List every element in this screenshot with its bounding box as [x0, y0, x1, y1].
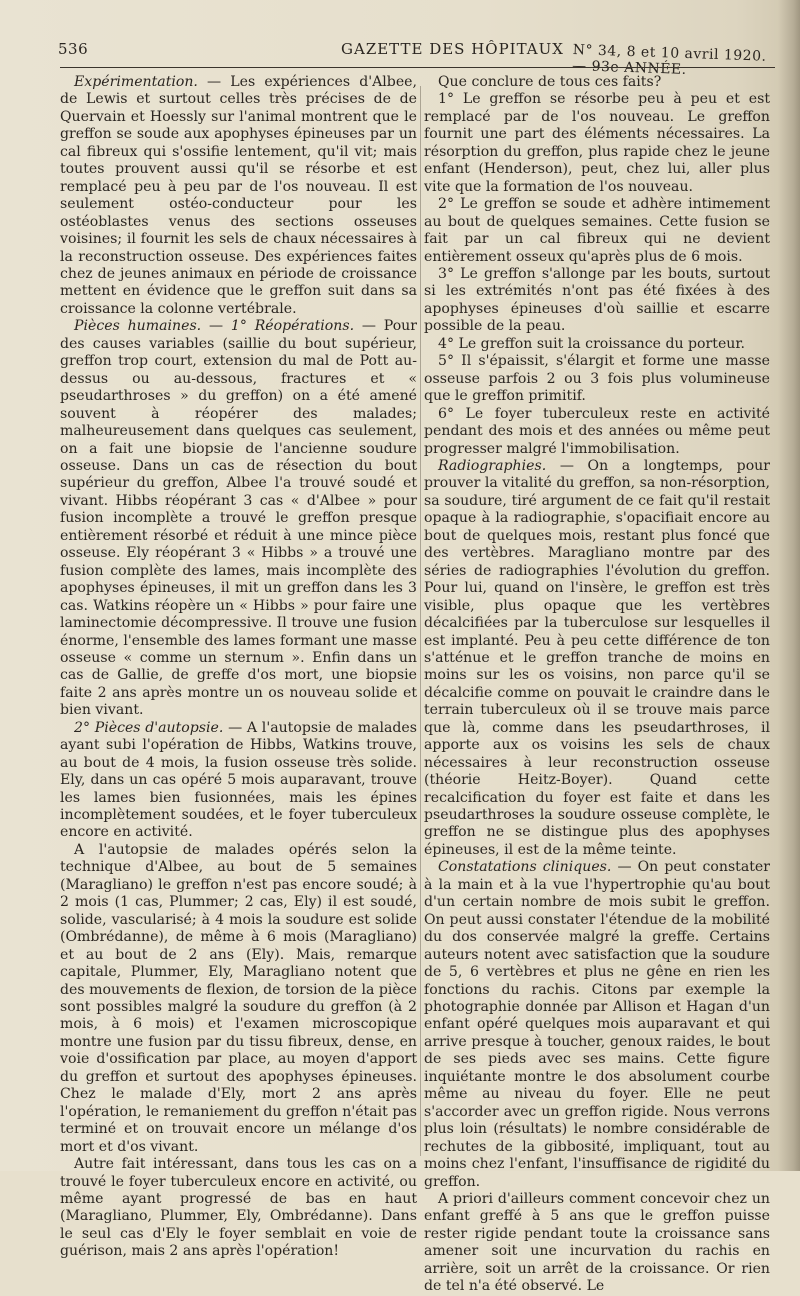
paragraph-albee-autopsie: A l'autopsie de malades opérés selon la technique d'Albee, au bout de 5 semaines (Maragliano) le greffon n'est pas encore soudé; à 2 mois (1 cas, Plummer; 2 cas, Ely) il est soudé, solide, vascularisé; à 4 mois la soudure est solide (Ombrédanne), de même à 6 mois (Maragliano) et au bout de 2 ans (Ely). Mais, remarque capitale, Plummer, Ely, Maragliano notent que des mouvements de flexion, de torsion de la pièce sont possibles malgré la soudure du greffon (à 2 mois, à 6 mois) et l'examen microscopique montre une fusion par du tissu fibreux, dense, en voie d'ossification par place, au moyen d'apport du greffon et surtout des apophyses épineuses. Chez le malade d'Ely, mort 2 ans après l'opération, le remaniement du greffon n'était pas terminé et on trouvait encore un mélange d'os mort et d'os vivant. — [60, 841, 417, 1155]
right-column — [424, 74, 770, 1296]
conclusion-item-4: 4° Le greffon suit la croissance du porteur. — [438, 335, 746, 352]
paragraph-a-priori: A priori d'ailleurs comment concevoir chez un enfant greffé à 5 ans que le greffon puisse rester rigide pendant toute la croissance sans amener soit une incurvation du rachis en arrière, soit un arrêt de la croissance. Or rien de tel n'a été observé. Le — [424, 1191, 770, 1295]
page-number: 536 — [58, 40, 89, 58]
subsection-lead-reoperations: 1° Réopérations. — [230, 318, 355, 335]
paragraph-experimentation — [60, 74, 417, 318]
page-header — [58, 34, 778, 78]
column-divider — [420, 86, 421, 1156]
section-lead-experimentation: Expérimentation. — [74, 74, 198, 90]
paragraph-pieces-humaines: Pièces humaines. — 1° Réopérations. — Pour des causes variables (saillie du bout supérieur, greffon trop court, extension du mal de Pott au-dessus ou au-dessous, fractures et « pseudarthroses » du greffon) on a été amené souvent à réopérer des malades; malheureusement dans quelques cas seulement, on a fait une biopsie de l'ancienne soudure osseuse. Dans un cas de résection du bout supérieur du greffon, Albee l'a trouvé soudé et vivant. Hibbs réopérant 3 cas « d'Albee » pour fusion incomplète a trouvé le greffon presque entièrement résorbé et réduit à une mince pièce osseuse. Ely réopérant 3 « Hibbs » a trouvé une fusion complète des lames, mais incomplète des apophyses épineuses, il mit un greffon dans les 3 cas. Watkins réopère un « Hibbs » pour faire une laminectomie décompressive. Il trouve une fusion énorme, l'ensemble des lames formant une masse osseuse « comme un sternum ». Enfin dans un cas de Gallie, de greffe d'os mort, une biopsie faite 2 ans après montre un os nouveau solide et bien vivant. — [60, 318, 417, 719]
conclusion-item-5: 5° Il s'épaissit, s'élargit et forme une masse osseuse parfois 2 ou 3 fois plus volumineuse que le greffon primitif. — [424, 353, 770, 405]
conclusion-item-1: 1° Le greffon se résorbe peu à peu et est remplacé par de l'os nouveau. Le greffon fournit une part des éléments nécessaires. La résorption du greffon, plus rapide chez le jeune enfant (Henderson), peut, chez lui, aller plus vite que la formation de l'os nouveau. — [424, 91, 770, 195]
paragraph-radiographies — [424, 458, 770, 859]
conclusion-item-2: 2° Le greffon se soude et adhère intimement au bout de quelques semaines. Cette fusion se fait par un cal fibreux qui ne devient entièrement osseux qu'après plus de 6 mois. — [424, 196, 770, 265]
section-lead-pieces-humaines: Pièces humaines. — [74, 318, 202, 335]
section-lead-radiographies: Radiographies. — [438, 457, 547, 474]
paragraph-text: — On a longtemps, pour prouver la vitalité du greffon, sa non-résorption, sa soudure, tiré argument de ce fait qu'il restait opaque à la radiographie, s'opacifiait encore au bout de quelques mois, restant plus foncé que des vertèbres. Maragliano montre par des séries de radiographies l'évolution du greffon. Pour lui, quand on l'insère, le greffon est très visible, plus opaque que les vertèbres décalcifiées par la tuberculose sur lesquelles il est implanté. Peu à peu cette différence de ton s'atténue et le greffon tranche de moins en moins sur les os voisins, non parce qu'il se décalcifie comme on pouvait le craindre dans le terrain tuberculeux où il se trouve mais parce que là, comme dans les pseudarthroses, il apporte aux os voisins les sels de chaux nécessaires à leur reconstruction osseuse (théorie Heitz-Boyer). Quand cette recalcification du foyer est faite et dans les pseudarthroses la soudure osseuse complète, le greffon ne se distingue plus des apophyses épineuses, il est de la même teinte. — [424, 457, 770, 858]
left-column — [60, 74, 417, 1261]
paragraph-foyer-tuberculeux: Autre fait intéressant, dans tous les cas on a trouvé le foyer tuberculeux encore en activité, ou même ayant progressé de bas en haut (Maragliano, Plummer, Ely, Ombrédanne). Dans le seul cas d'Ely le foyer semblait en voie de guérison, mais 2 ans après l'opération! — [60, 1156, 417, 1260]
issue-info: N° 34, 8 et 10 avril 1920. — 93e ANNÉE. — [571, 42, 767, 78]
paragraph-text: — On peut constater à la main et à la vue l'hypertrophie qu'au bout d'un certain nombre de mois subit le greffon. On peut aussi constater l'étendue de la mobilité du dos conservée malgré la greffe. Certains auteurs notent avec satisfaction que la soudure de 5, 6 vertèbres et plus ne gêne en rien les fonctions du rachis. Citons par exemple la photographie donnée par Allison et Hagan d'un enfant opéré quelques mois auparavant et qui arrive presque à toucher, genoux raides, le bout de ses pieds avec ses mains. Cette figure inquiétante montre le dos absolument courbe même au niveau du foyer. Elle ne peut s'accorder avec un greffon rigide. Nous verrons plus loin (résultats) le nombre considérable de rechutes de la gibbosité, impliquant, tout au moins chez l'enfant, l'insuffisance de rigidité du greffon. — [424, 859, 770, 1190]
paragraph-text: — A l'autopsie de malades ayant subi l'opération de Hibbs, Watkins trouve, au bout de 4 mois, la fusion osseuse très solide. Ely, dans un cas opéré 5 mois auparavant, trouve les lames bien fusionnées, mais les épines incomplètement soudées, et le foyer tuberculeux encore en activité. — [60, 719, 417, 841]
paragraph-text: — Les expériences d'Albee, de Lewis et surtout celles très précises de de Quervain et Hoessly sur l'animal montrent que le greffon se soude aux apophyses épineuses par un cal fibreux qui s'ossifie lentement, qu'il vit; mais toutes prouvent aussi qu'il se résorbe et est remplacé peu à peu par de l'os nouveau. Il est seulement ostéo-conducteur pour les ostéoblastes venus des sections osseuses voisines; il fournit les sels de chaux nécessaires à la reconstruction osseuse. Des expériences faites chez de jeunes animaux en période de croissance mettent en évidence que le greffon suit dans sa croissance la colonne vertébrale. — [60, 74, 417, 317]
conclusion-item-6: 6° Le foyer tuberculeux reste en activité pendant des mois et des années ou même peut progresser malgré l'immobilisation. — [424, 405, 770, 457]
conclusion-item-3: 3° Le greffon s'allonge par les bouts, surtout si les extrémités n'ont pas été fixées à des apophyses épineuses d'où saillie et escarre possible de la peau. — [424, 265, 770, 335]
header-rule — [60, 67, 775, 68]
paragraph-constatations — [424, 859, 770, 1191]
paragraph-text: — Pour des causes variables (saillie du bout supérieur, greffon trop court, extension du mal de Pott au-dessus ou au-dessous, fractures et « pseudarthroses » du greffon) on a été amené souvent à réopérer des malades; malheureusement dans quelques cas seulement, on a fait une biopsie de l'ancienne soudure osseuse. Dans un cas de résection du bout supérieur du greffon, Albee l'a trouvé soudé et vivant. Hibbs réopérant 3 cas « d'Albee » pour fusion incomplète a trouvé le greffon presque entièrement résorbé et réduit à une mince pièce osseuse. Ely réopérant 3 « Hibbs » a trouvé une fusion complète des lames, mais incomplète des apophyses épineuses, il mit un greffon dans les 3 cas. Watkins réopère un « Hibbs » pour faire une laminectomie décompressive. Il trouve une fusion énorme, l'ensemble des lames formant une masse osseuse « comme un sternum ». Enfin dans un cas de Gallie, de greffe d'os mort, une biopsie faite 2 ans après montre un os nouveau solide et bien vivant. — [60, 318, 417, 719]
paragraph-conclusion-question: Que conclure de tous ces faits? — [438, 74, 662, 90]
journal-title: GAZETTE DES HÔPITAUX — [341, 40, 564, 58]
section-lead-constatations: Constatations cliniques. — [438, 859, 612, 876]
page-edge-shadow — [778, 0, 800, 1171]
paragraph-autopsie — [60, 720, 417, 842]
subsection-lead-autopsie: 2° Pièces d'autopsie. — [74, 719, 224, 736]
